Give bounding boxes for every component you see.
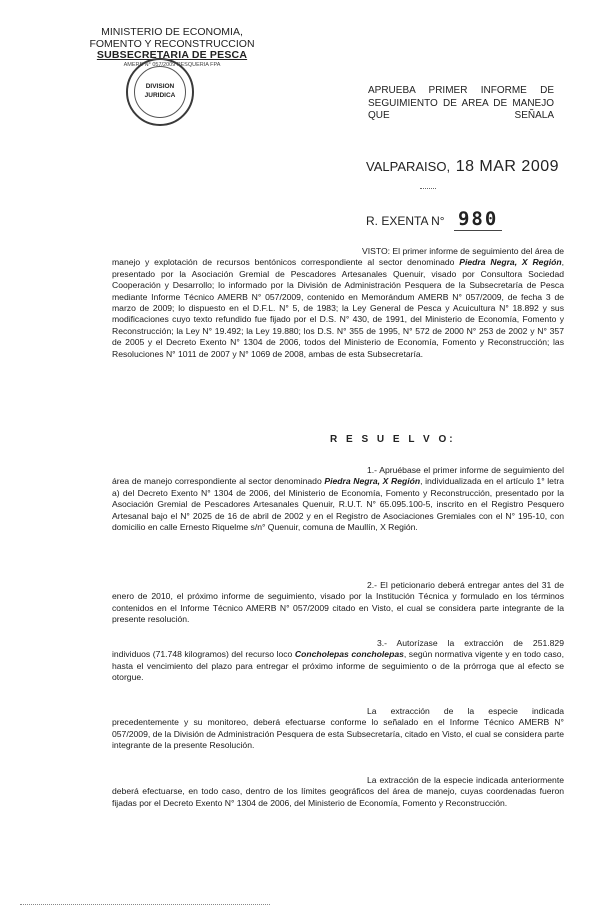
document-subject: APRUEBA PRIMER INFORME DE SEGUIMIENTO DE AREA DE MANEJO QUE SEÑALA (368, 85, 554, 121)
article-2-text: 2.- El peticionario deberá entregar antes del 31 de enero de 2010, el próximo informe de seguimiento, visado por la Institución Técnica y formulado en los términos contenidos en el Informe Técnico AMERB N° 057/2009 citado en Visto, el cual se considera parte integrante de la presente resolución. (112, 580, 564, 625)
letterhead-ministry-2: FOMENTO Y RECONSTRUCCION (89, 37, 255, 50)
article-1-emphasis: Piedra Negra, X Región (324, 476, 421, 487)
article-3-text-a: 3.- Autorízase la extracción de 251.829 individuos (71.748 kilogramos) del recurso loco (112, 638, 564, 660)
date-divider (420, 188, 436, 189)
resuelvo-heading: R E S U E L V O: (330, 434, 456, 445)
visto-text-a: El primer informe de seguimiento del área de manejo y explotación de recursos bentónicos correspondiente al sector denominado (112, 246, 564, 268)
article-1 (112, 465, 564, 533)
visto-text-b: , presentado por la Asociación Gremial de Pescadores Artesanales Quenuir, visado por Consultora Sociedad Cooperación y Desarrollo; lo informado por la División de Administración Pesquera de la Subsecretaría de Pesca mediante Informe Técnico AMERB N° 057/2009, contenido en Memorándum AMERB N° 057/2009, de fecha 3 de marzo de 2009; lo dispuesto en el D.F.L. N° 5, de 1983; la Ley General de Pesca y Acuicultura N° 18.892 y sus modificaciones cuyo texto refundido fue fijado por el D.S. N° 430, de 1991, del Ministerio de Economía, Fomento y Reconstrucción; la Ley N° 19.492; la Ley 19.880; los D.S. N° 355 de 1995, N° 572 de 2000 N° 253 de 2002 y N° 357 de 2005 y el Decreto Exento N° 1304 de 2006, todos del Ministerio de Economía, Fomento y Reconstrucción; las Resoluciones N° 1011 de 2007 y N° 1069 de 2008, ambas de esta Subsecretaría. (112, 257, 564, 359)
article-3-paragraph-2-text: La extracción de la especie indicada precedentemente y su monitoreo, deberá efectuarse conforme lo señalado en el Informe Técnico AMERB N° 057/2009, de la División de Administración Pesquera de esta Subsecretaría, citado en Visto, el cual se considera parte integrante de la presente Resolución. (112, 706, 564, 751)
visto-paragraph (112, 246, 564, 360)
seal-line-1: DIVISION (145, 83, 175, 90)
article-3-paragraph-2 (112, 706, 564, 752)
article-1-text-a: 1.- Apruébase el primer informe de seguimiento del área de manejo correspondiente al sector denominado (112, 465, 564, 487)
resolution-number: 980 (454, 208, 502, 231)
article-3-emphasis: Concholepas concholepas (294, 649, 404, 660)
article-3-text-b: , según normativa vigente y en todo caso, hasta el vencimiento del plazo para entregar el próximo informe de seguimiento o de la prórroga que al efecto se otorgue. (112, 649, 564, 683)
place-and-date (366, 158, 559, 176)
resolution-number-line (366, 208, 502, 231)
article-3-paragraph-3-text: La extracción de la especie indicada anteriormente deberá efectuarse, en todo caso, dentro de los límites geográficos del área de manejo, cuyas coordenadas fueron fijadas por el Decreto Exento N° 1304 de 2006, del Ministerio de Economía, Fomento y Reconstrucción. (112, 775, 564, 808)
date-stamp: 18 MAR 2009 (455, 158, 560, 175)
official-seal (126, 58, 194, 126)
place: VALPARAISO, (366, 159, 451, 174)
seal-line-2: JURIDICA (144, 92, 176, 99)
visto-emphasis: Piedra Negra, X Región (459, 257, 562, 268)
resolution-label: R. EXENTA N° (366, 214, 445, 228)
visto-label: VISTO: (362, 246, 391, 256)
article-2 (112, 580, 564, 626)
article-3-paragraph-3 (112, 775, 564, 809)
article-3 (112, 638, 564, 684)
letterhead-subsecretariat: SUBSECRETARIA DE PESCA (96, 49, 248, 61)
article-1-text-b: , individualizada en el artículo 1° letra a) del Decreto Exento N° 1304 de 2006, del Ministerio de Economía, Fomento y Reconstrucción, presentado por la Asociación Gremial de Pescadores Artesanales Quenuir, R.U.T. N° 65.095.100-5, inscrito en el Registro Pesquero Artesanal bajo el N° 2025 de 16 de abril de 2002 y en el Registro de Asociaciones Gremiales con el N° 195-10, con domicilio en calle Ernesto Riquelme s/n° Quenuir, comuna de Maullín, X Región. (112, 476, 564, 533)
letterhead-reference: AMERB N° 057/2009 PESQUERIA FPA (123, 61, 221, 68)
bottom-scan-mark (20, 904, 270, 905)
letterhead-ministry: MINISTERIO DE ECONOMIA, (101, 26, 243, 38)
